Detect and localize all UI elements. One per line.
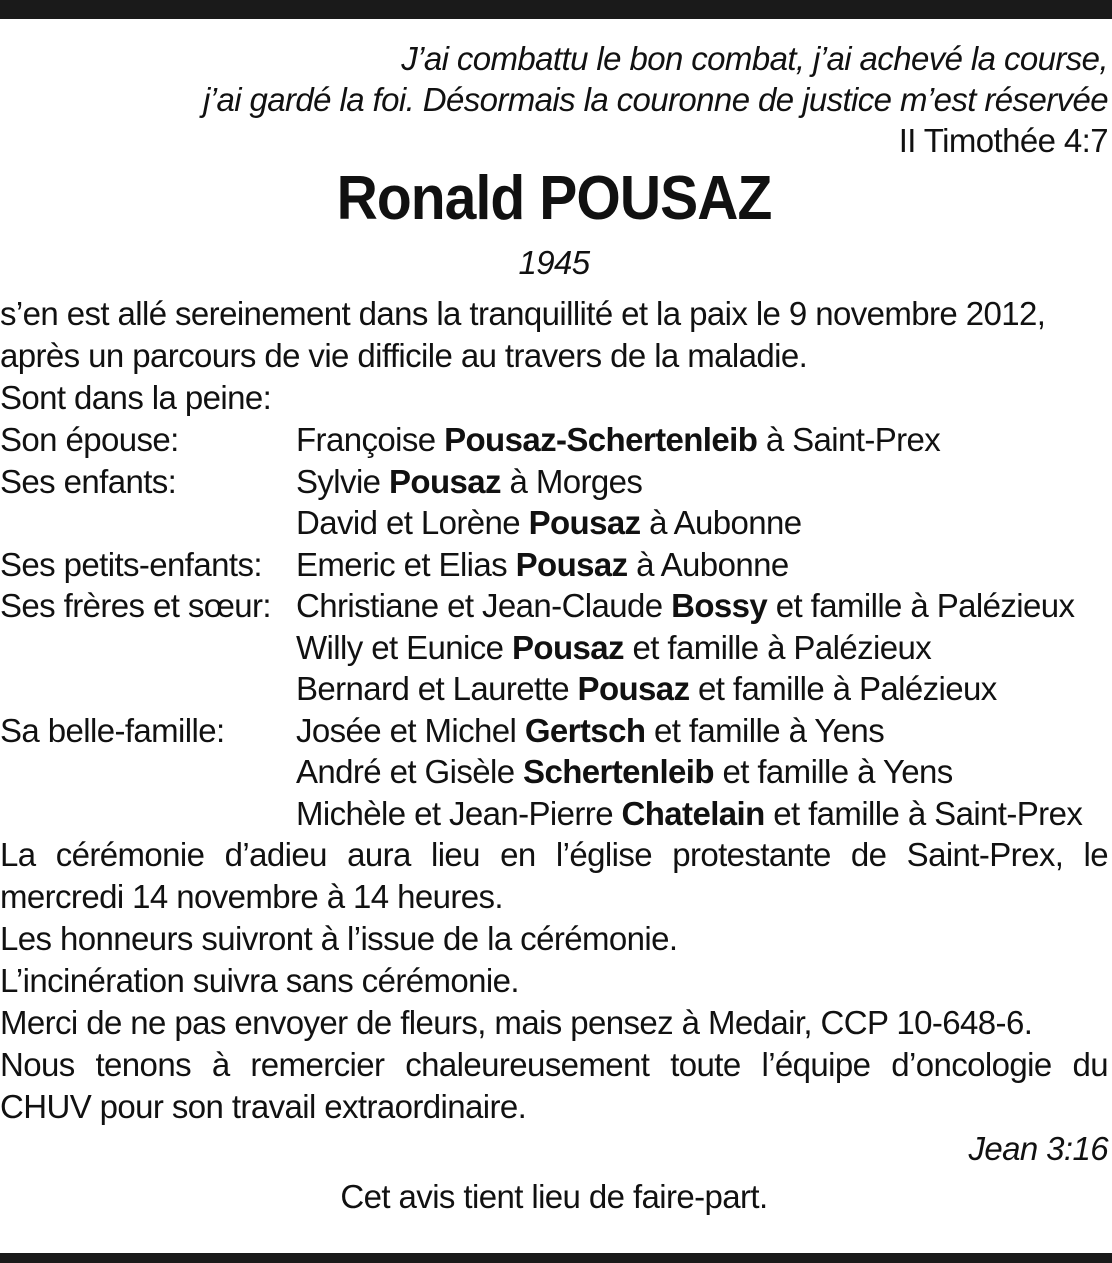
family-entry — [296, 751, 1108, 793]
intro-line-1: s’en est allé sereinement dans la tranquillité et la paix le 9 novembre 2012, — [0, 295, 1046, 332]
family-entry-surname: Chatelain — [621, 794, 765, 832]
epigraph-line-2: j’ai gardé la foi. Désormais la couronne de justice m’est réservée — [202, 81, 1108, 118]
family-entry-surname: Pousaz — [389, 462, 501, 500]
birth-year: 1945 — [518, 244, 590, 281]
family-entry-surname: Gertsch — [524, 711, 646, 749]
family-entry-given-names: Christiane et Jean-Claude — [296, 587, 672, 624]
cremation-text: L’incinération suivra sans cérémonie. — [0, 962, 519, 999]
honours-text: Les honneurs suivront à l’issue de la cérémonie. — [0, 920, 678, 957]
family-entry-given-names: Willy et Eunice — [296, 628, 512, 666]
family-group — [0, 461, 1108, 544]
family-entry-location: à Aubonne — [627, 545, 789, 583]
family-entry-location: à Saint-Prex — [757, 421, 941, 458]
epigraph-reference: II Timothée 4:7 — [898, 122, 1108, 159]
family-entry-location: et famille à Palézieux — [689, 670, 997, 707]
family-entry — [296, 502, 1108, 544]
family-entry-surname: Pousaz — [577, 670, 690, 707]
family-entry-given-names: Michèle et Jean-Pierre — [296, 794, 622, 832]
intro-line-2: après un parcours de vie difficile au travers de la maladie. — [0, 337, 808, 374]
family-entry-given-names: André et Gisèle — [296, 753, 524, 790]
family-entry — [296, 544, 1108, 586]
family-entry-location: et famille à Saint-Prex — [764, 794, 1083, 832]
top-border-rule — [0, 0, 1112, 19]
family-entry-location: et famille à Yens — [645, 711, 885, 749]
family-group-entries — [296, 461, 1108, 544]
family-entry — [296, 461, 1108, 503]
closing-reference: Jean 3:16 — [968, 1130, 1108, 1167]
family-entry — [296, 710, 1108, 752]
footer-note: Cet avis tient lieu de faire-part. — [340, 1178, 768, 1215]
family-entry-given-names: Josée et Michel — [296, 711, 525, 749]
family-group-entries — [296, 544, 1108, 586]
family-entry — [296, 627, 1108, 669]
family-entry-location: et famille à Palézieux — [767, 587, 1075, 624]
family-entry-surname: Pousaz-Schertenleib — [444, 421, 758, 458]
family-entry-surname: Pousaz — [511, 628, 624, 666]
bottom-border-rule — [0, 1253, 1112, 1263]
ceremony-details — [0, 834, 1108, 1128]
obituary-notice — [0, 38, 1108, 1218]
family-group-entries — [296, 419, 1108, 461]
family-entry-surname: Pousaz — [515, 545, 628, 583]
flowers-text: Merci de ne pas envoyer de fleurs, mais pensez à Medair, CCP 10-648-6. — [0, 1004, 1033, 1041]
family-entry-location: et famille à Yens — [713, 753, 953, 790]
family-list — [0, 419, 1108, 834]
family-group-label: Ses enfants: — [0, 462, 177, 500]
family-group-label: Son épouse: — [0, 421, 179, 458]
family-entry-given-names: David et Lorène — [296, 504, 529, 541]
epigraph-line-1: J’ai combattu le bon combat, j’ai achevé la course, — [401, 40, 1108, 77]
family-entry-given-names: Françoise — [296, 421, 445, 458]
family-group — [0, 419, 1108, 461]
family-entry — [296, 793, 1108, 835]
family-group — [0, 585, 1108, 710]
family-group — [0, 544, 1108, 586]
family-entry — [296, 419, 1108, 461]
family-entry-location: à Aubonne — [640, 504, 802, 541]
family-group-label: Sa belle-famille: — [0, 711, 225, 749]
family-entry-location: à Morges — [500, 462, 643, 500]
mourners-heading: Sont dans la peine: — [0, 379, 272, 416]
family-group-entries — [296, 710, 1108, 835]
family-entry-location: et famille à Palézieux — [623, 628, 932, 666]
family-entry-given-names: Emeric et Elias — [296, 545, 516, 583]
family-group — [0, 710, 1108, 835]
family-entry-given-names: Sylvie — [296, 462, 389, 500]
family-entry — [296, 585, 1108, 627]
ceremony-text: La cérémonie d’adieu aura lieu en l’église protestante de Saint-Prex, le mercredi 14 novembre à 14 heures. — [0, 836, 1108, 915]
intro-paragraph — [0, 293, 1108, 419]
family-group-label: Ses petits-enfants: — [0, 545, 262, 583]
family-group-label: Ses frères et sœur: — [0, 587, 272, 624]
family-group-entries — [296, 585, 1108, 710]
family-entry-surname: Pousaz — [528, 504, 641, 541]
family-entry — [296, 668, 1108, 710]
family-entry-given-names: Bernard et Laurette — [296, 670, 578, 707]
thanks-text: Nous tenons à remercier chaleureusement toute l’équipe d’oncologie du CHUV pour son travail extraordinaire. — [0, 1046, 1108, 1125]
deceased-name: Ronald POUSAZ — [336, 164, 772, 233]
family-entry-surname: Bossy — [671, 587, 768, 624]
family-entry-surname: Schertenleib — [523, 753, 714, 790]
